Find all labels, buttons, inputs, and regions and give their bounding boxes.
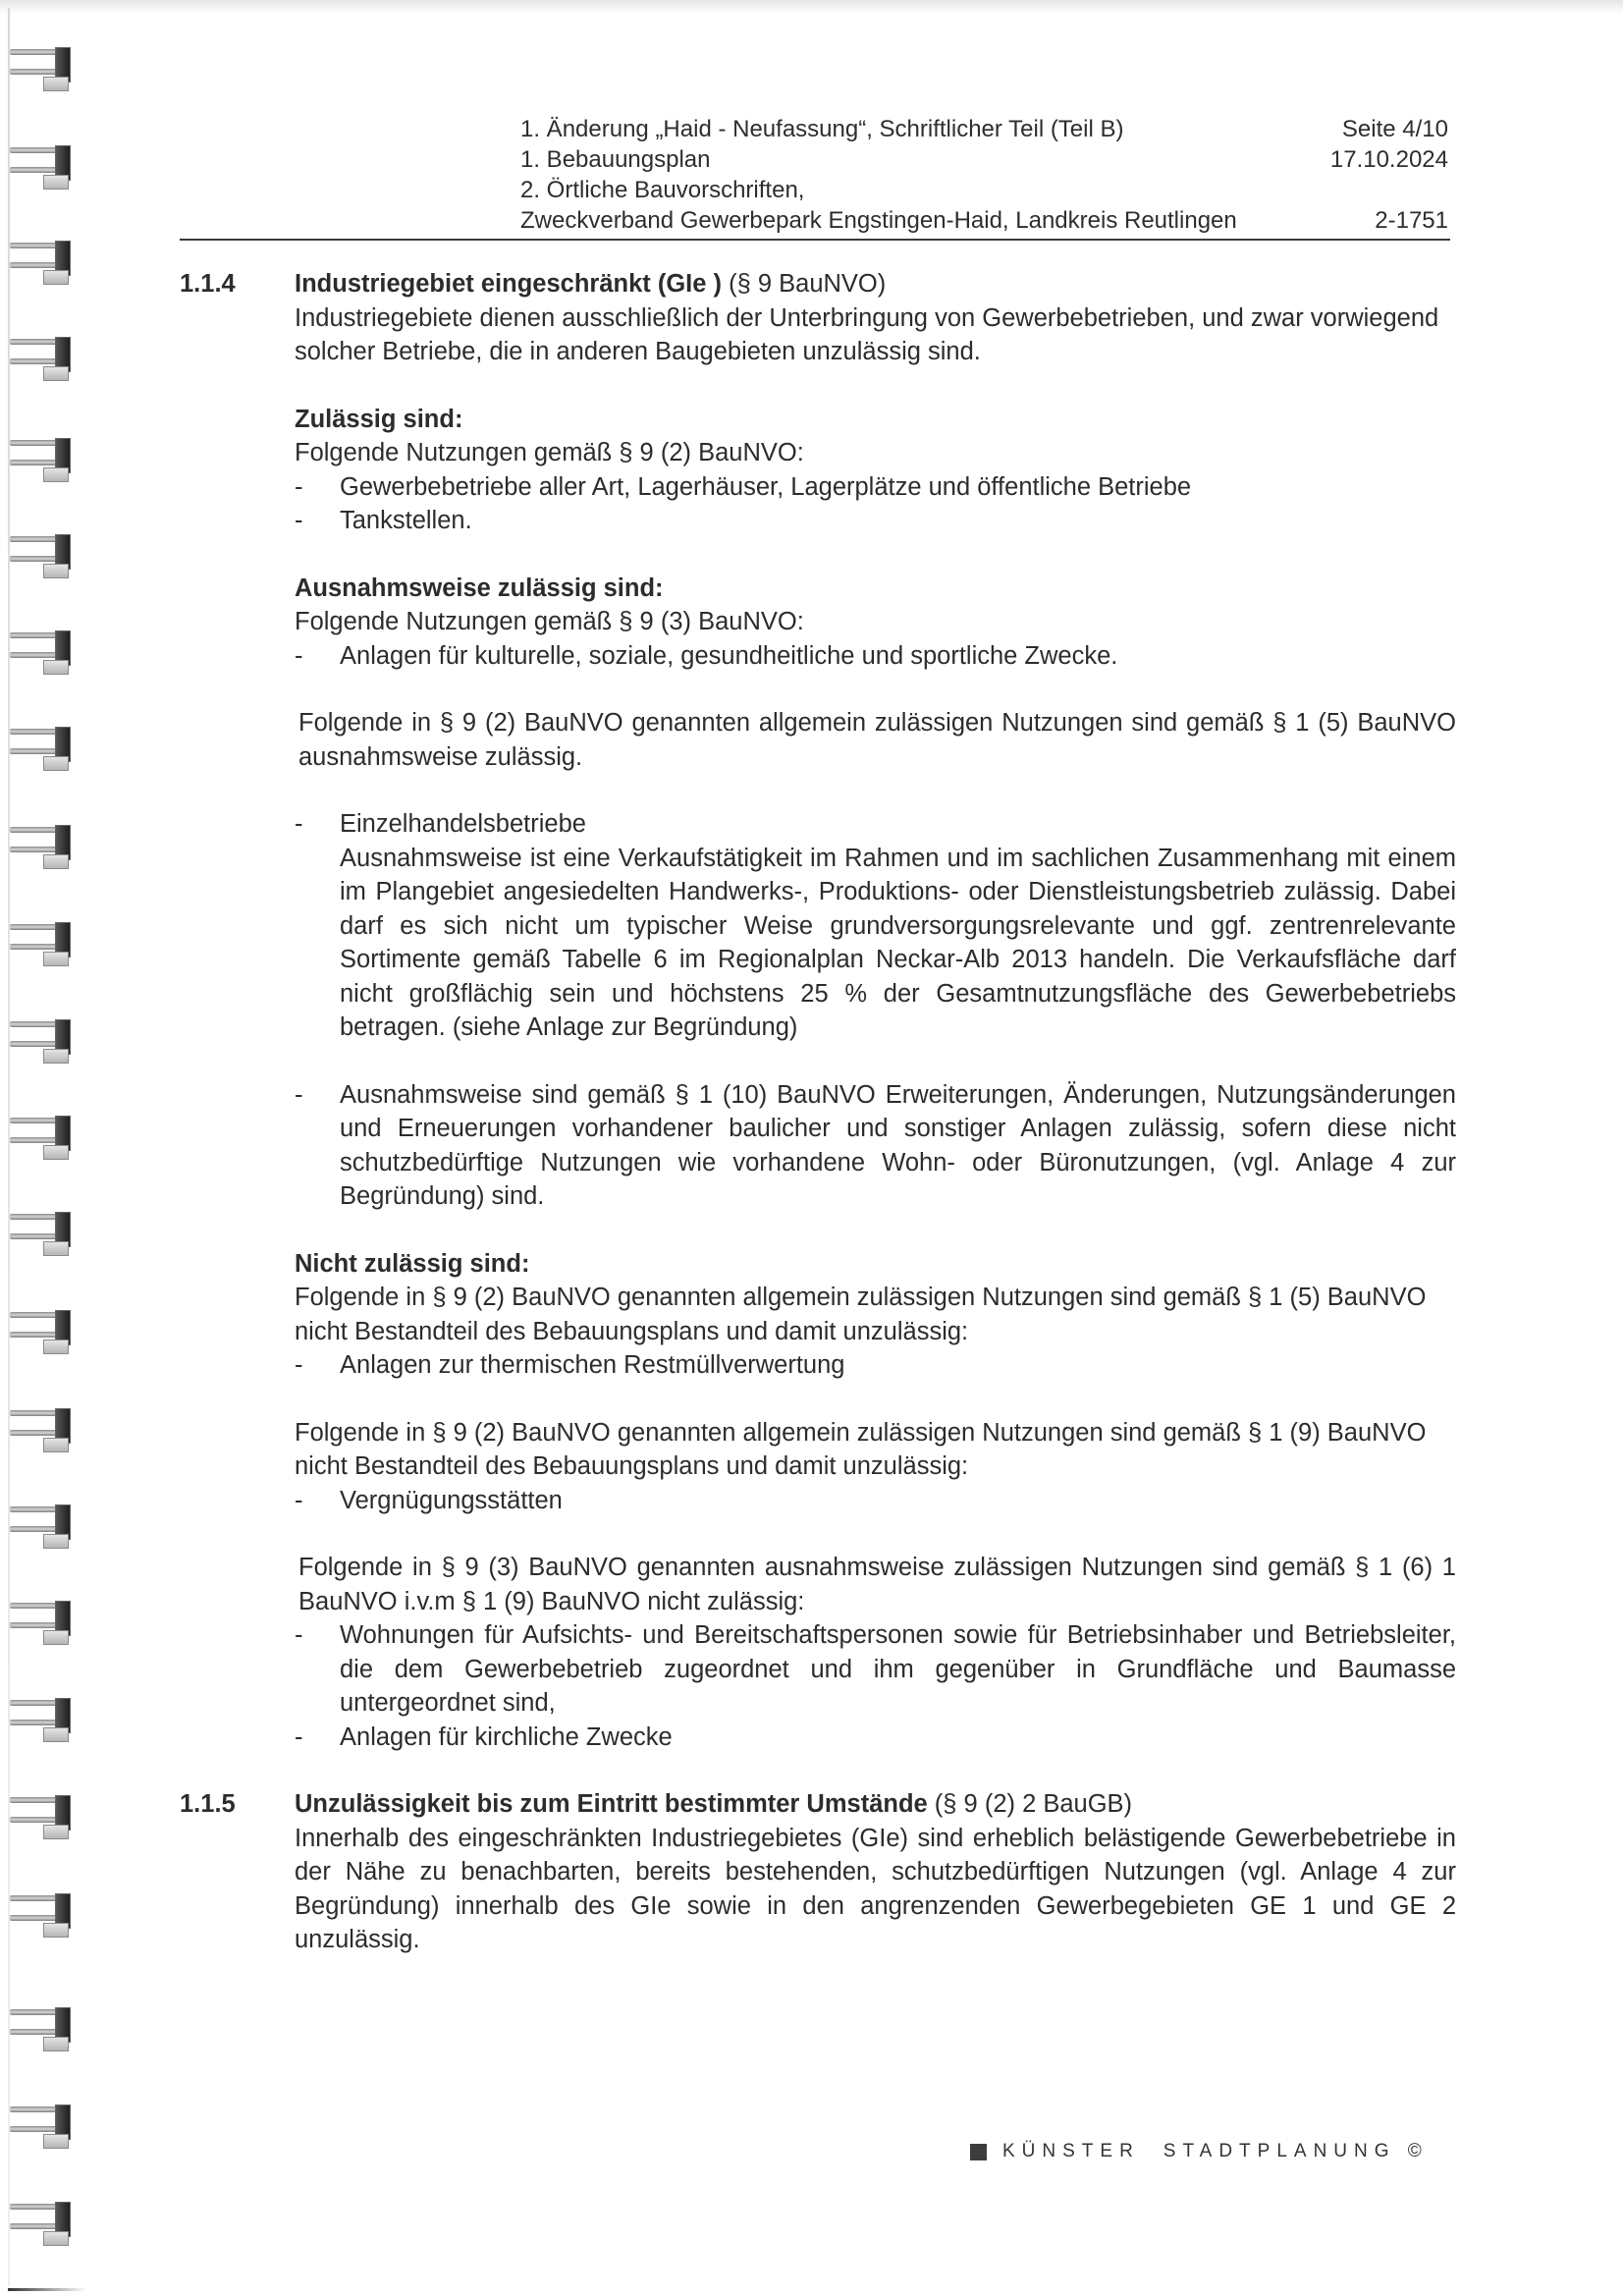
binding-ring-icon (10, 45, 71, 90)
allowed-heading: Zulässig sind: (295, 405, 463, 433)
section-text: Innerhalb des eingeschränkten Industriegebietes (GIe) sind erheblich belästigende Gewerbebetriebe in der Nähe zu benachbarten, bereits bestehenden, schutzbedürftigen Nutzungen (vgl. Anlage 4 zur Begründung) innerhalb des GIe sowie in den angrenzenden Gewerbegebieten GE 1 und GE 2 unzulässig. (295, 1824, 1456, 1953)
list-item-extensions: - Ausnahmsweise sind gemäß § 1 (10) BauNVO Erweiterungen, Änderungen, Nutzungsänderungen und Erneuerungen vorhandener baulicher und sonstiger Anlagen zulässig, sofern diese nicht schutzbedürftige Nutzungen wie vorhandene Wohn- oder Büronutzungen, (vgl. Anlage 4 zur Begründung) sind. (295, 1078, 1456, 1214)
page-header (520, 114, 1448, 236)
binding-ring-icon (10, 1503, 71, 1548)
binding-ring-icon (10, 2200, 71, 2245)
header-row-4 (520, 205, 1448, 236)
footer-brand (970, 2141, 1429, 2162)
document-date: 17.10.2024 (1329, 146, 1448, 173)
header-row-3 (520, 175, 1448, 205)
binding-ring-icon (10, 143, 71, 189)
binding-ring-icon (10, 1891, 71, 1937)
document-title: 1. Änderung „Haid - Neufassung“, Schriftlicher Teil (Teil B) (520, 116, 1124, 142)
allowed-lead: Folgende Nutzungen gemäß § 9 (2) BauNVO: (295, 439, 804, 466)
not-allowed-paragraph-2: Folgende in § 9 (2) BauNVO genannten allgemein zulässigen Nutzungen sind gemäß § 1 (9) BauNVO nicht Bestandteil des Bebauungsplans und damit unzulässig: (295, 1418, 1427, 1480)
list-item-text: Ausnahmsweise ist eine Verkaufstätigkeit im Rahmen und im sachlichen Zusammenhang mit einem im Plangebiet angesiedelten Handwerks-, Produktions- oder Dienstleistungsbetrieb zulässig. Dabei darf es sich nicht um typischer Weise grundversorgungsrelevante und ggf. zentrenrelevante Sortimente gemäß Tabelle 6 im Regionalplan Neckar-Alb 2013 handeln. Die Verkaufsfläche darf nicht großflächig sein und höchstens 25 % der Gesamtnutzungsfläche des Gewerbebetriebs betragen. (siehe Anlage zur Begründung) (340, 844, 1456, 1041)
section-number: 1.1.5 (180, 1790, 236, 1818)
binding-ring-icon (10, 725, 71, 770)
binding-ring-icon (10, 1017, 71, 1063)
exception-paragraph: Folgende in § 9 (2) BauNVO genannten allgemein zulässigen Nutzungen sind gemäß § 1 (5) BauNVO ausnahmsweise zulässig. (298, 709, 1456, 771)
not-allowed-heading: Nicht zulässig sind: (295, 1249, 530, 1278)
binding-ring-icon (10, 2103, 71, 2148)
spiral-binding (0, 0, 79, 2296)
list-item: - Anlagen zur thermischen Restmüllverwertung (295, 1351, 845, 1379)
page-top-shadow (0, 0, 1623, 14)
section-1-1-4 (180, 267, 1456, 1754)
list-item: - Wohnungen für Aufsichts- und Bereitschaftspersonen sowie für Betriebsinhaber und Betriebsleiter, die dem Gewerbebetrieb zugeordnet und ihm gegenüber in Grundfläche und Baumasse untergeordnet sind, (295, 1621, 1456, 1717)
binding-ring-icon (10, 1114, 71, 1159)
header-divider (180, 239, 1450, 241)
binding-ring-icon (10, 823, 71, 868)
document-body (180, 267, 1456, 1957)
binding-ring-icon (10, 1210, 71, 1255)
page-number: Seite 4/10 (1341, 116, 1448, 142)
binding-ring-icon (10, 1308, 71, 1353)
section-intro: Industriegebiete dienen ausschließlich der Unterbringung von Gewerbebetrieben, und zwar vorwiegend solcher Betriebe, die in anderen Baugebieten unzulässig sind. (295, 303, 1439, 365)
binding-ring-icon (10, 920, 71, 965)
list-item: - Anlagen für kulturelle, soziale, gesundheitliche und sportliche Zwecke. (295, 641, 1118, 670)
exceptionally-allowed-lead: Folgende Nutzungen gemäß § 9 (3) BauNVO: (295, 608, 804, 635)
section-title: Industriegebiet eingeschränkt (GIe ) (§ 9 BauNVO) (295, 270, 887, 298)
binding-ring-icon (10, 2005, 71, 2050)
header-row-2 (520, 144, 1448, 175)
binding-ring-icon (10, 629, 71, 674)
section-number: 1.1.4 (180, 270, 236, 298)
list-item: - Vergnügungsstätten (295, 1486, 563, 1514)
brand-square-icon (970, 2144, 987, 2160)
not-allowed-paragraph-3: Folgende in § 9 (3) BauNVO genannten ausnahmsweise zulässigen Nutzungen sind gemäß § 1 (6) 1 BauNVO i.v.m § 1 (9) BauNVO nicht zulässig: (298, 1554, 1456, 1615)
section-1-1-5 (180, 1787, 1456, 1957)
header-row-1 (520, 114, 1448, 144)
binding-ring-icon (10, 239, 71, 284)
list-item: - Tankstellen. (295, 507, 472, 534)
binding-ring-icon (10, 532, 71, 577)
binding-ring-icon (10, 1406, 71, 1451)
not-allowed-paragraph-1: Folgende in § 9 (2) BauNVO genannten allgemein zulässigen Nutzungen sind gemäß § 1 (5) BauNVO nicht Bestandteil des Bebauungsplans und damit unzulässig: (295, 1284, 1427, 1345)
building-regulations: 2. Örtliche Bauvorschriften, (520, 177, 805, 203)
binding-ring-icon (10, 1599, 71, 1644)
authority-name: Zweckverband Gewerbepark Engstingen-Haid, Landkreis Reutlingen (520, 207, 1237, 234)
binding-ring-icon (10, 436, 71, 481)
brand-word-2: STADTPLANUNG © (1163, 2141, 1429, 2161)
project-number: 2-1751 (1375, 207, 1448, 234)
section-title: Unzulässigkeit bis zum Eintritt bestimmter Umstände (§ 9 (2) 2 BauGB) (295, 1790, 1133, 1818)
list-item-text: Ausnahmsweise sind gemäß § 1 (10) BauNVO Erweiterungen, Änderungen, Nutzungsänderungen und Erneuerungen vorhandener baulicher und sonstiger Anlagen zulässig, sofern diese nicht schutzbedürftige Nutzungen wie vorhandene Wohn- oder Büronutzungen, (vgl. Anlage 4 zur Begründung) sind. (340, 1080, 1456, 1210)
binding-ring-icon (10, 1793, 71, 1838)
list-item-retail: - Einzelhandelsbetriebe Ausnahmsweise ist eine Verkaufstätigkeit im Rahmen und im sachlichen Zusammenhang mit einem im Plangebiet angesiedelten Handwerks-, Produktions- oder Dienstleistungsbetrieb zulässig. Dabei darf es sich nicht um typischer Weise grundversorgungsrelevante und ggf. zentrenrelevante Sortimente gemäß Tabelle 6 im Regionalplan Neckar-Alb 2013 handeln. Die Verkaufsfläche darf nicht großflächig sein und höchstens 25 % der Gesamtnutzungsfläche des Gewerbebetriebs betragen. (siehe Anlage zur Begründung) (295, 807, 1456, 1045)
list-item: - Anlagen für kirchliche Zwecke (295, 1722, 673, 1751)
list-item-title: Einzelhandelsbetriebe (340, 810, 586, 838)
brand-word-1: KÜNSTER (1002, 2141, 1140, 2161)
binding-ring-icon (10, 1696, 71, 1741)
plan-type: 1. Bebauungsplan (520, 146, 711, 173)
binding-ring-icon (10, 335, 71, 380)
list-item: - Gewerbebetriebe aller Art, Lagerhäuser, Lagerplätze und öffentliche Betriebe (295, 472, 1192, 501)
exceptionally-allowed-heading: Ausnahmsweise zulässig sind: (295, 574, 664, 602)
